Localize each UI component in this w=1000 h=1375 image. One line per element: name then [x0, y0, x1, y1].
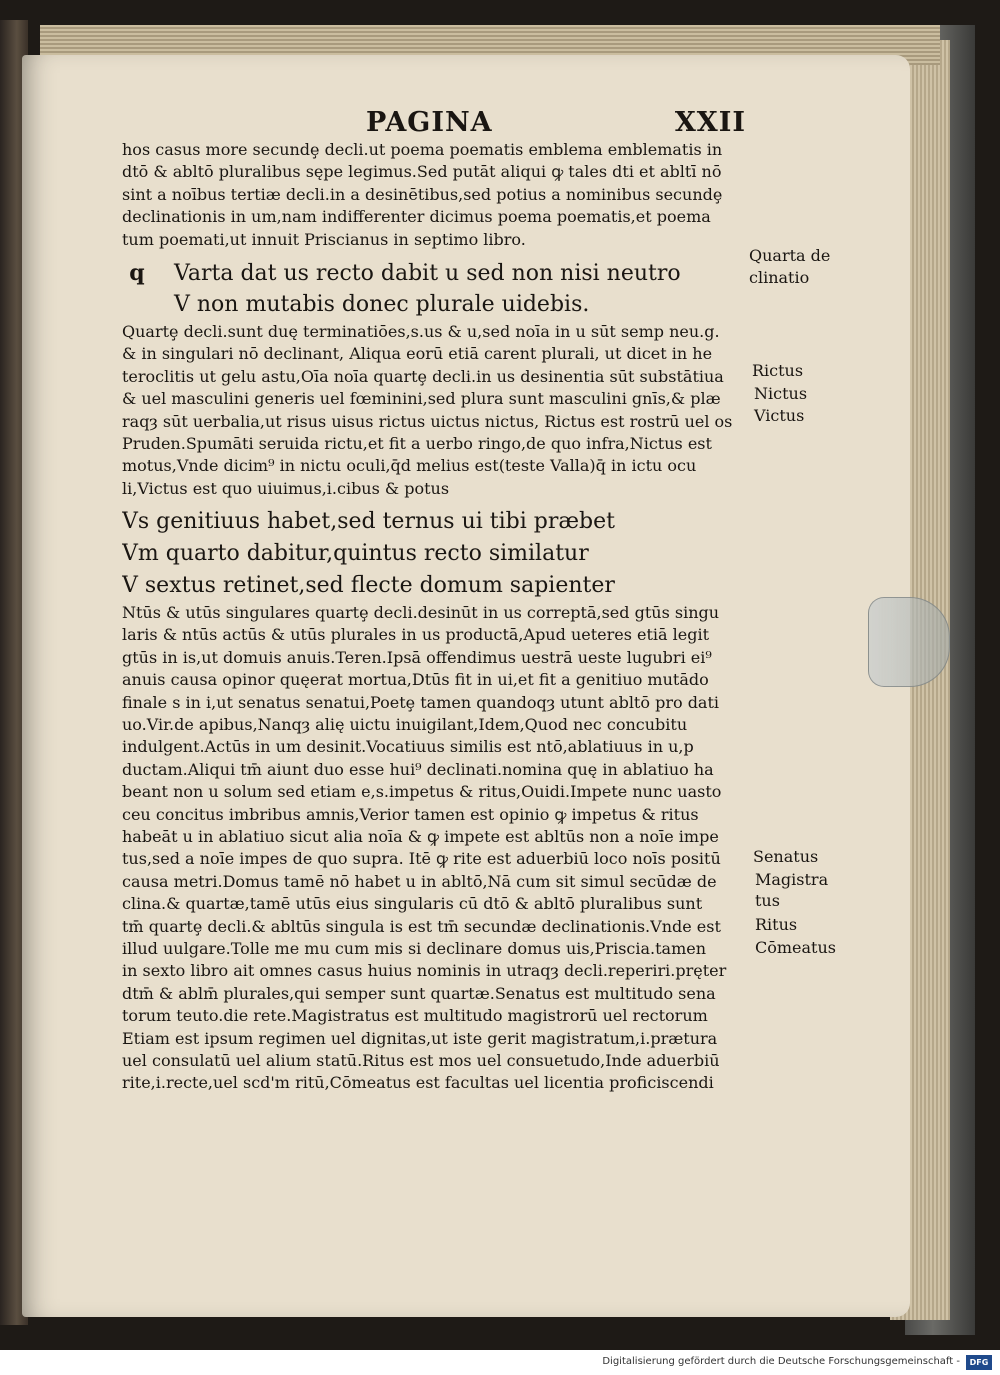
verse-1 [122, 257, 767, 321]
marginal-note-comeatus: Cōmeatus [755, 938, 836, 957]
text-line: causa metri.Domus tamē nō habet u in abltō,Nā cum sit simul secūdæ de [122, 871, 717, 891]
verse-text: Varta dat us recto dabit u sed non nisi neutro [174, 260, 681, 286]
text-line: laris & ntūs actūs & utūs plurales in us productā,Apud ueteres etiā legit [122, 625, 710, 645]
text-line: & uel masculini generis uel fœminini,sed plura sunt masculini gnīs,& plæ [122, 389, 721, 409]
footer-bar [0, 1352, 1000, 1375]
page-clip [868, 597, 950, 687]
text-line: illud uulgare.Tolle me mu cum mis si declinare domus uis,Priscia.tamen [122, 938, 707, 958]
verse-line [122, 257, 767, 289]
text-line: rite,i.recte,uel scd'm ritū,Cōmeatus est facultas uel licentia proficiscendi [122, 1073, 714, 1093]
running-head [366, 107, 746, 139]
text-line: sint a noībus tertiæ decli.in a desinētibus,sed potius a nominibus secundȩ [122, 184, 723, 204]
text-line: & in singulari nō declinant, Aliqua eorū etiā carent plurali, ut dicet in he [122, 344, 713, 364]
text-line: Pruden.Spumāti seruida rictu,et fit a uerbo ringo,de quo infra,Nictus est [122, 433, 712, 453]
verse-line: Vs genitiuus habet,sed ternus ui tibi præbet [122, 509, 615, 535]
text-line: torum teuto.die rete.Magistratus est multitudo magistrorū uel rectorum [122, 1006, 708, 1026]
text-line: Etiam est ipsum regimen uel dignitas,ut iste gerit magistratum,i.prætura [122, 1028, 718, 1048]
text-line: clina.& quartæ,tamē utūs eius singularis cū dtō & abltō pluralibus sunt [122, 894, 703, 914]
text-line: gtūs in is,ut domuis anuis.Teren.Ipsā offendimus uestrā ueste lugubri ei⁹ [122, 647, 712, 667]
verse-line: V sextus retinet,sed flecte domum sapienter [122, 573, 615, 599]
text-line: in sexto libro ait omnes casus huius nominis in utraqȝ decli.reperiri.pręter [122, 961, 727, 981]
verse-2 [122, 506, 767, 602]
text-line: tum poemati,ut innuit Priscianus in septimo libro. [122, 229, 526, 249]
folio-number: XXII [674, 107, 746, 138]
marginal-note-rictus: Rictus [752, 361, 804, 380]
text-line: uel consulatū uel alium statū.Ritus est mos uel consuetudo,Inde aduerbiū [122, 1050, 720, 1070]
text-line: Ntūs & utūs singulares quartȩ decli.desinūt in us correptā,sed gtūs singu [122, 603, 720, 623]
running-head-title: PAGINA [366, 107, 493, 138]
text-line: habeāt u in ablatiuo sicut alia noīa & ꝙ impete est abltūs non a noīe impe [122, 826, 719, 846]
text-line: raqȝ sūt uerbalia,ut risus uisus rictus uictus nictus, Rictus est rostrū uel os [122, 411, 733, 431]
text-line: indulgent.Actūs in um desinit.Vocatiuus similis est ntō,ablatiuus in u,p [122, 737, 694, 757]
marginal-note-quarta: Quarta de [749, 246, 831, 265]
text-line: finale s in i,ut senatus senatui,Poetȩ tamen quandoqȝ utunt abltō pro dati [122, 692, 720, 712]
guide-letter: q [129, 259, 145, 286]
marginal-note-declinatio: clinatio [749, 268, 810, 287]
marginal-note-senatus: Senatus [753, 847, 819, 866]
paragraph-2 [122, 321, 767, 500]
text-line: teroclitis ut gelu astu,Oīa noīa quartȩ decli.in us desinentia sūt substātiua [122, 366, 724, 386]
verse-line: V non mutabis donec plurale uidebis. [174, 291, 590, 317]
marginal-note-ritus: Ritus [755, 915, 798, 934]
marginal-note-tus: tus [755, 891, 780, 910]
text-line: declinationis in um,nam indifferenter dicimus poema poematis,et poema [122, 207, 711, 227]
text-line: dtō & abltō pluralibus sępe legimus.Sed putāt aliqui ꝙ tales dti et abltī nō [122, 162, 722, 182]
text-line: hos casus more secundȩ decli.ut poema poematis emblema emblematis in [122, 140, 723, 159]
verse-line: Vm quarto dabitur,quintus recto similatur [122, 541, 589, 567]
text-line: anuis causa opinor quęerat mortua,Dtūs fit in ui,et fit a genitiuo mutādo [122, 670, 709, 690]
text-line: beant non u solum sed etiam e,s.impetus & ritus,Ouidi.Impete nunc uasto [122, 782, 722, 802]
text-line: ductam.Aliqui tm̄ aiunt duo esse hui⁹ declinati.nomina quę in ablatiuo ha [122, 759, 714, 779]
text-line: li,Victus est quo uiuimus,i.cibus & potus [122, 478, 450, 498]
paragraph-3 [122, 602, 767, 1095]
dfg-logo: DFG [966, 1355, 992, 1370]
text-line: ceu concitus imbribus amnis,Verior tamen est opinio ꝙ impetus & ritus [122, 804, 699, 824]
main-text-column [122, 139, 767, 1095]
footer-credit: Digitalisierung gefördert durch die Deutsche Forschungsgemeinschaft - [602, 1356, 960, 1367]
marginal-note-magistratus: Magistra [755, 870, 829, 889]
marginal-note-victus: Victus [754, 406, 805, 425]
text-line: uo.Vir.de apibus,Nanqȝ alię uictu inuigilant,Idem,Quod nec concubitu [122, 715, 688, 735]
text-line: dtm̄ & ablm̄ plurales,qui semper sunt quartæ.Senatus est multitudo sena [122, 983, 716, 1003]
paragraph-1 [122, 139, 767, 251]
text-line: tm̄ quartȩ decli.& abltūs singula is est tm̄ secundæ declinationis.Vnde est [122, 916, 721, 936]
text-line: Quartȩ decli.sunt duę terminatiōes,s.us & u,sed noīa in u sūt semp neu.g. [122, 321, 720, 341]
text-line: tus,sed a noīe impes de quo supra. Itē ꝙ rite est aduerbiū loco noīs positū [122, 849, 721, 869]
text-line: motus,Vnde dicim⁹ in nictu oculi,q̄d melius est(teste Valla)q̄ in ictu ocu [122, 456, 697, 476]
marginal-note-nictus: Nictus [754, 384, 808, 403]
